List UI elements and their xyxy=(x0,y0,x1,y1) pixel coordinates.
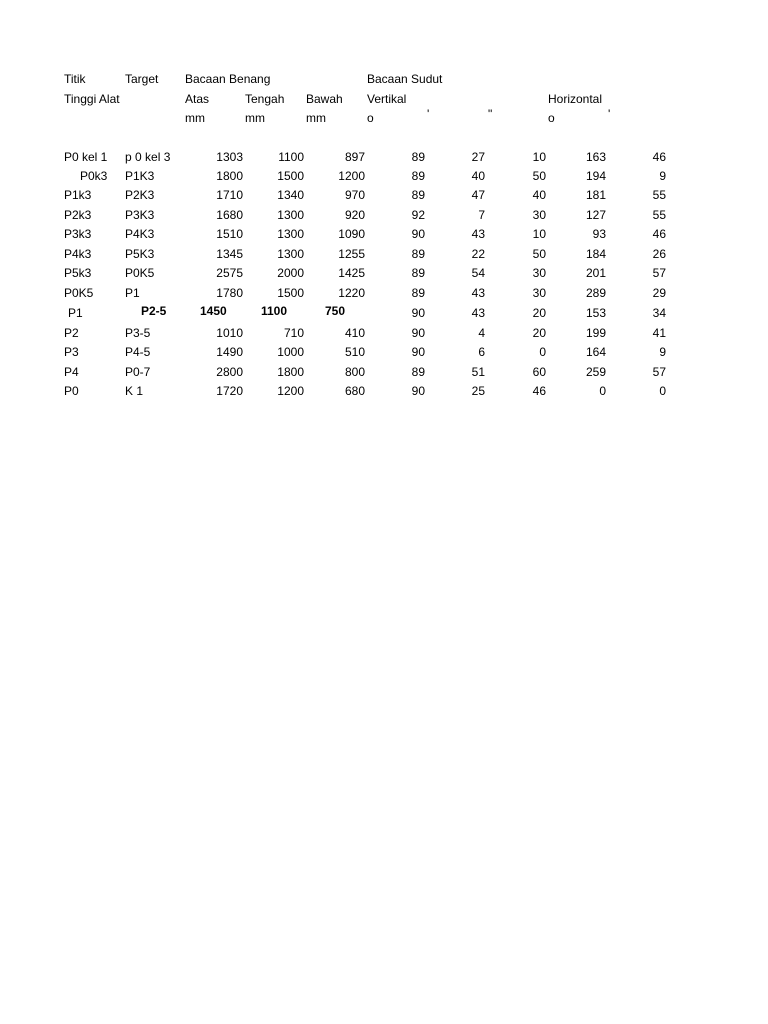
unit-vertikal-minute: ' xyxy=(427,107,430,121)
cell-v-sec: 0 xyxy=(539,345,546,359)
header-bacaan-benang: Bacaan Benang xyxy=(185,72,271,86)
cell-v-sec: 46 xyxy=(532,384,546,398)
cell-target: P5K3 xyxy=(125,247,155,261)
cell-target: P1K3 xyxy=(125,169,155,183)
cell-titik: P0 xyxy=(64,384,79,398)
cell-tengah: 1300 xyxy=(277,208,304,222)
cell-h-min: 9 xyxy=(659,169,666,183)
cell-v-deg: 90 xyxy=(411,384,425,398)
cell-v-deg: 89 xyxy=(411,266,425,280)
unit-horizontal-minute: ' xyxy=(608,107,611,121)
header-bacaan-sudut: Bacaan Sudut xyxy=(367,72,443,86)
cell-atas: 2800 xyxy=(216,365,243,379)
cell-atas: 1510 xyxy=(216,227,243,241)
cell-v-sec: 40 xyxy=(532,188,546,202)
cell-v-deg: 90 xyxy=(411,306,425,320)
cell-tengah: 1500 xyxy=(277,169,304,183)
cell-v-sec: 30 xyxy=(532,208,546,222)
cell-tengah: 1800 xyxy=(277,365,304,379)
cell-target: p 0 kel 3 xyxy=(125,150,171,164)
cell-atas: 2575 xyxy=(216,266,243,280)
cell-h-deg: 127 xyxy=(585,208,606,222)
cell-bawah: 510 xyxy=(344,345,365,359)
cell-tengah: 1100 xyxy=(278,150,304,164)
cell-atas: 1800 xyxy=(216,169,243,183)
cell-titik: P1 xyxy=(68,306,83,320)
cell-titik: P4 xyxy=(64,365,79,379)
cell-h-deg: 181 xyxy=(585,188,606,202)
cell-v-sec: 60 xyxy=(532,365,546,379)
cell-target: P3-5 xyxy=(125,326,151,340)
cell-v-min: 43 xyxy=(471,227,485,241)
cell-h-min: 55 xyxy=(652,188,666,202)
cell-target: P2K3 xyxy=(125,188,155,202)
cell-v-min: 4 xyxy=(478,326,485,340)
cell-bawah: 750 xyxy=(325,304,346,318)
cell-titik: P4k3 xyxy=(64,247,92,261)
cell-h-deg: 184 xyxy=(585,247,606,261)
cell-v-deg: 89 xyxy=(411,188,425,202)
cell-h-deg: 163 xyxy=(585,150,606,164)
cell-tengah: 1200 xyxy=(277,384,304,398)
cell-v-min: 6 xyxy=(478,345,485,359)
cell-target: P2-5 xyxy=(141,304,167,318)
unit-horizontal-degree: o xyxy=(548,111,555,125)
cell-h-deg: 153 xyxy=(585,306,606,320)
cell-bawah: 1425 xyxy=(338,266,365,280)
cell-h-deg: 164 xyxy=(585,345,606,359)
cell-tengah: 1300 xyxy=(277,227,304,241)
unit-tengah: mm xyxy=(245,111,265,125)
header-vertikal: Vertikal xyxy=(367,92,407,106)
cell-v-deg: 89 xyxy=(411,247,425,261)
cell-v-min: 51 xyxy=(471,365,485,379)
cell-target: P3K3 xyxy=(125,208,155,222)
cell-bawah: 1255 xyxy=(338,247,365,261)
header-horizontal: Horizontal xyxy=(548,92,603,106)
cell-h-min: 29 xyxy=(652,286,666,300)
cell-h-min: 0 xyxy=(659,384,666,398)
cell-h-deg: 201 xyxy=(585,266,606,280)
header-atas: Atas xyxy=(185,92,210,106)
cell-v-min: 43 xyxy=(471,286,485,300)
cell-v-sec: 30 xyxy=(532,266,546,280)
cell-tengah: 710 xyxy=(283,326,304,340)
cell-atas: 1710 xyxy=(216,188,243,202)
cell-v-sec: 30 xyxy=(532,286,546,300)
cell-target: P0K5 xyxy=(125,266,155,280)
cell-atas: 1010 xyxy=(216,326,243,340)
cell-titik: P3 xyxy=(64,345,79,359)
header-tengah: Tengah xyxy=(245,92,285,106)
unit-vertikal-second: " xyxy=(488,107,493,121)
cell-v-sec: 10 xyxy=(532,227,546,241)
unit-bawah: mm xyxy=(306,111,326,125)
cell-v-min: 43 xyxy=(471,306,485,320)
cell-tengah: 2000 xyxy=(277,266,304,280)
cell-bawah: 800 xyxy=(344,365,365,379)
cell-h-deg: 0 xyxy=(599,384,606,398)
cell-v-deg: 92 xyxy=(411,208,425,222)
cell-bawah: 897 xyxy=(344,150,365,164)
cell-v-sec: 20 xyxy=(532,306,546,320)
cell-v-min: 47 xyxy=(471,188,485,202)
cell-v-deg: 89 xyxy=(411,150,425,164)
cell-h-min: 55 xyxy=(652,208,666,222)
cell-v-deg: 90 xyxy=(411,345,425,359)
cell-bawah: 970 xyxy=(344,188,365,202)
cell-titik: P5k3 xyxy=(64,266,92,280)
header-target: Target xyxy=(125,72,159,86)
cell-target: P1 xyxy=(125,286,140,300)
cell-target: P4-5 xyxy=(125,345,151,359)
cell-atas: 1345 xyxy=(216,247,243,261)
cell-titik: P1k3 xyxy=(64,188,92,202)
cell-atas: 1450 xyxy=(200,304,227,318)
header-tinggi-alat: Tinggi Alat xyxy=(64,92,120,106)
cell-target: P4K3 xyxy=(125,227,155,241)
cell-h-min: 34 xyxy=(652,306,666,320)
cell-titik: P0K5 xyxy=(64,286,94,300)
cell-titik: P2k3 xyxy=(64,208,92,222)
cell-h-deg: 259 xyxy=(585,365,606,379)
cell-tengah: 1000 xyxy=(277,345,304,359)
cell-h-min: 26 xyxy=(652,247,666,261)
cell-atas: 1780 xyxy=(216,286,243,300)
cell-atas: 1490 xyxy=(216,345,243,359)
cell-tengah: 1340 xyxy=(277,188,304,202)
cell-bawah: 680 xyxy=(344,384,365,398)
cell-v-deg: 89 xyxy=(411,365,425,379)
cell-h-min: 46 xyxy=(652,150,666,164)
cell-h-min: 41 xyxy=(652,326,666,340)
cell-h-min: 46 xyxy=(652,227,666,241)
cell-h-min: 57 xyxy=(652,266,666,280)
cell-v-sec: 10 xyxy=(532,150,546,164)
cell-target: K 1 xyxy=(125,384,144,398)
cell-atas: 1720 xyxy=(216,384,243,398)
cell-v-min: 7 xyxy=(478,208,485,222)
cell-titik: P0 kel 1 xyxy=(64,150,108,164)
cell-bawah: 1200 xyxy=(338,169,365,183)
header-bawah: Bawah xyxy=(306,92,343,106)
cell-v-min: 27 xyxy=(471,150,485,164)
cell-bawah: 410 xyxy=(344,326,365,340)
cell-tengah: 1100 xyxy=(261,304,288,318)
cell-h-min: 9 xyxy=(659,345,666,359)
cell-atas: 1303 xyxy=(216,150,243,164)
cell-h-min: 57 xyxy=(652,365,666,379)
cell-bawah: 1090 xyxy=(338,227,365,241)
cell-bawah: 920 xyxy=(344,208,365,222)
cell-v-sec: 50 xyxy=(532,169,546,183)
cell-tengah: 1500 xyxy=(277,286,304,300)
cell-h-deg: 199 xyxy=(585,326,606,340)
cell-h-deg: 194 xyxy=(585,169,606,183)
cell-v-sec: 50 xyxy=(532,247,546,261)
cell-atas: 1680 xyxy=(216,208,243,222)
unit-atas: mm xyxy=(185,111,205,125)
cell-v-min: 54 xyxy=(471,266,485,280)
cell-v-min: 25 xyxy=(471,384,485,398)
cell-titik: P0k3 xyxy=(80,169,108,183)
cell-h-deg: 289 xyxy=(585,286,606,300)
cell-v-deg: 89 xyxy=(411,169,425,183)
cell-v-deg: 90 xyxy=(411,326,425,340)
cell-tengah: 1300 xyxy=(277,247,304,261)
cell-h-deg: 93 xyxy=(592,227,606,241)
cell-v-min: 22 xyxy=(471,247,485,261)
cell-v-min: 40 xyxy=(471,169,485,183)
cell-v-sec: 20 xyxy=(532,326,546,340)
unit-vertikal-degree: o xyxy=(367,111,374,125)
cell-bawah: 1220 xyxy=(338,286,365,300)
cell-v-deg: 89 xyxy=(411,286,425,300)
cell-target: P0-7 xyxy=(125,365,151,379)
cell-titik: P3k3 xyxy=(64,227,92,241)
cell-titik: P2 xyxy=(64,326,79,340)
cell-v-deg: 90 xyxy=(411,227,425,241)
header-titik: Titik xyxy=(64,72,86,86)
